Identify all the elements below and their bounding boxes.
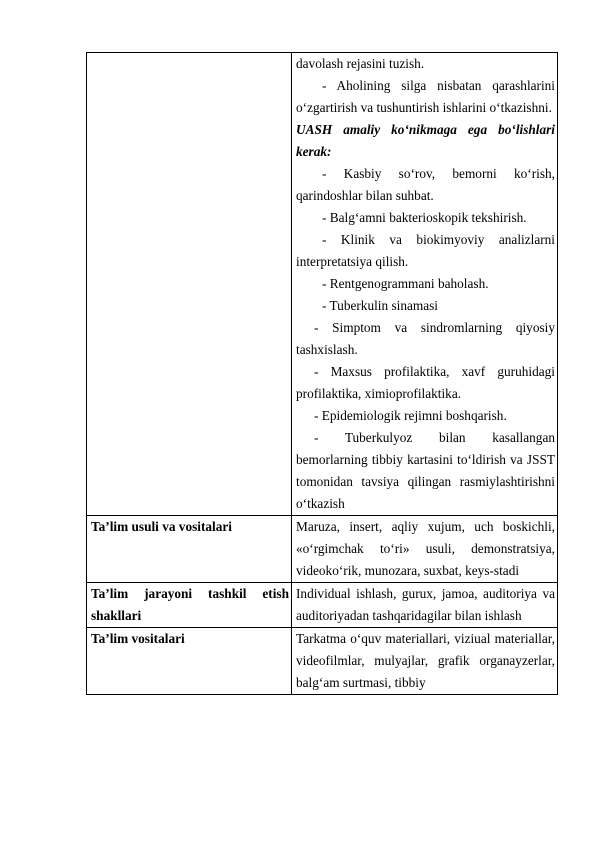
row-content-cell (292, 516, 558, 583)
table-body (87, 53, 558, 695)
row-label-cell (87, 583, 292, 628)
content-line: - Epidemiologik rejimni boshqarish. (314, 408, 507, 423)
row-label-cell (87, 628, 292, 695)
content-line: - Rentgenogrammani baholash. (322, 276, 489, 291)
content-line: davolash rejasini tuzish. (296, 56, 425, 71)
row-label: Ta’lim jarayoni tashkil etish shakllari (91, 586, 289, 623)
content-line: Tarkatma o‘quv materiallari, viziual materiallar, videofilmlar, mulyajlar, grafik organayzerlar, balg‘am surtmasi, tibbiy (296, 631, 555, 690)
content-line: - Maxsus profilaktika, xavf guruhidagi profilaktika, ximioprofilaktika. (296, 364, 555, 401)
content-line: - Klinik va biokimyoviy analizlarni interpretatsiya qilish. (296, 232, 555, 269)
content-line: - Balg‘amni bakterioskopik tekshirish. (322, 210, 527, 225)
row-label-cell (87, 53, 292, 516)
content-line: - Tuberkulin sinamasi (322, 298, 438, 313)
table-row (87, 516, 558, 583)
content-line: - Tuberkulyoz bilan kasallangan bemorlarning tibbiy kartasini to‘ldirish va JSST tomonidan tavsiya qilingan rasmiylashtirishni o‘tkazish (296, 430, 555, 511)
row-label: Ta’lim vositalari (91, 631, 185, 646)
row-content-cell (292, 53, 558, 516)
section-heading: UASH amaliy ko‘nikmaga ega bo‘lishlari kerak: (296, 122, 555, 159)
content-line: - Aholining silga nisbatan qarashlarini o‘zgartirish va tushuntirish ishlarini o‘tkazishni. (296, 78, 555, 115)
row-content-cell (292, 583, 558, 628)
table-row (87, 53, 558, 516)
content-line: - Kasbiy so‘rov, bemorni ko‘rish, qarindoshlar bilan suhbat. (296, 166, 555, 203)
content-table (86, 52, 558, 695)
row-label: Ta’lim usuli va vositalari (91, 519, 232, 534)
table-row (87, 628, 558, 695)
content-line: Maruza, insert, aqliy xujum, uch boskichli, «o‘rgimchak to‘ri» usuli, demonstratsiya, videoko‘rik, munozara, suxbat, keys-stadi (296, 519, 555, 578)
row-content-cell (292, 628, 558, 695)
row-label-cell (87, 516, 292, 583)
table-row (87, 583, 558, 628)
content-line: - Simptom va sindromlarning qiyosiy tashxislash. (296, 320, 555, 357)
content-line: Individual ishlash, gurux, jamoa, auditoriya va auditoriyadan tashqaridagilar bilan ishlash (296, 586, 555, 623)
